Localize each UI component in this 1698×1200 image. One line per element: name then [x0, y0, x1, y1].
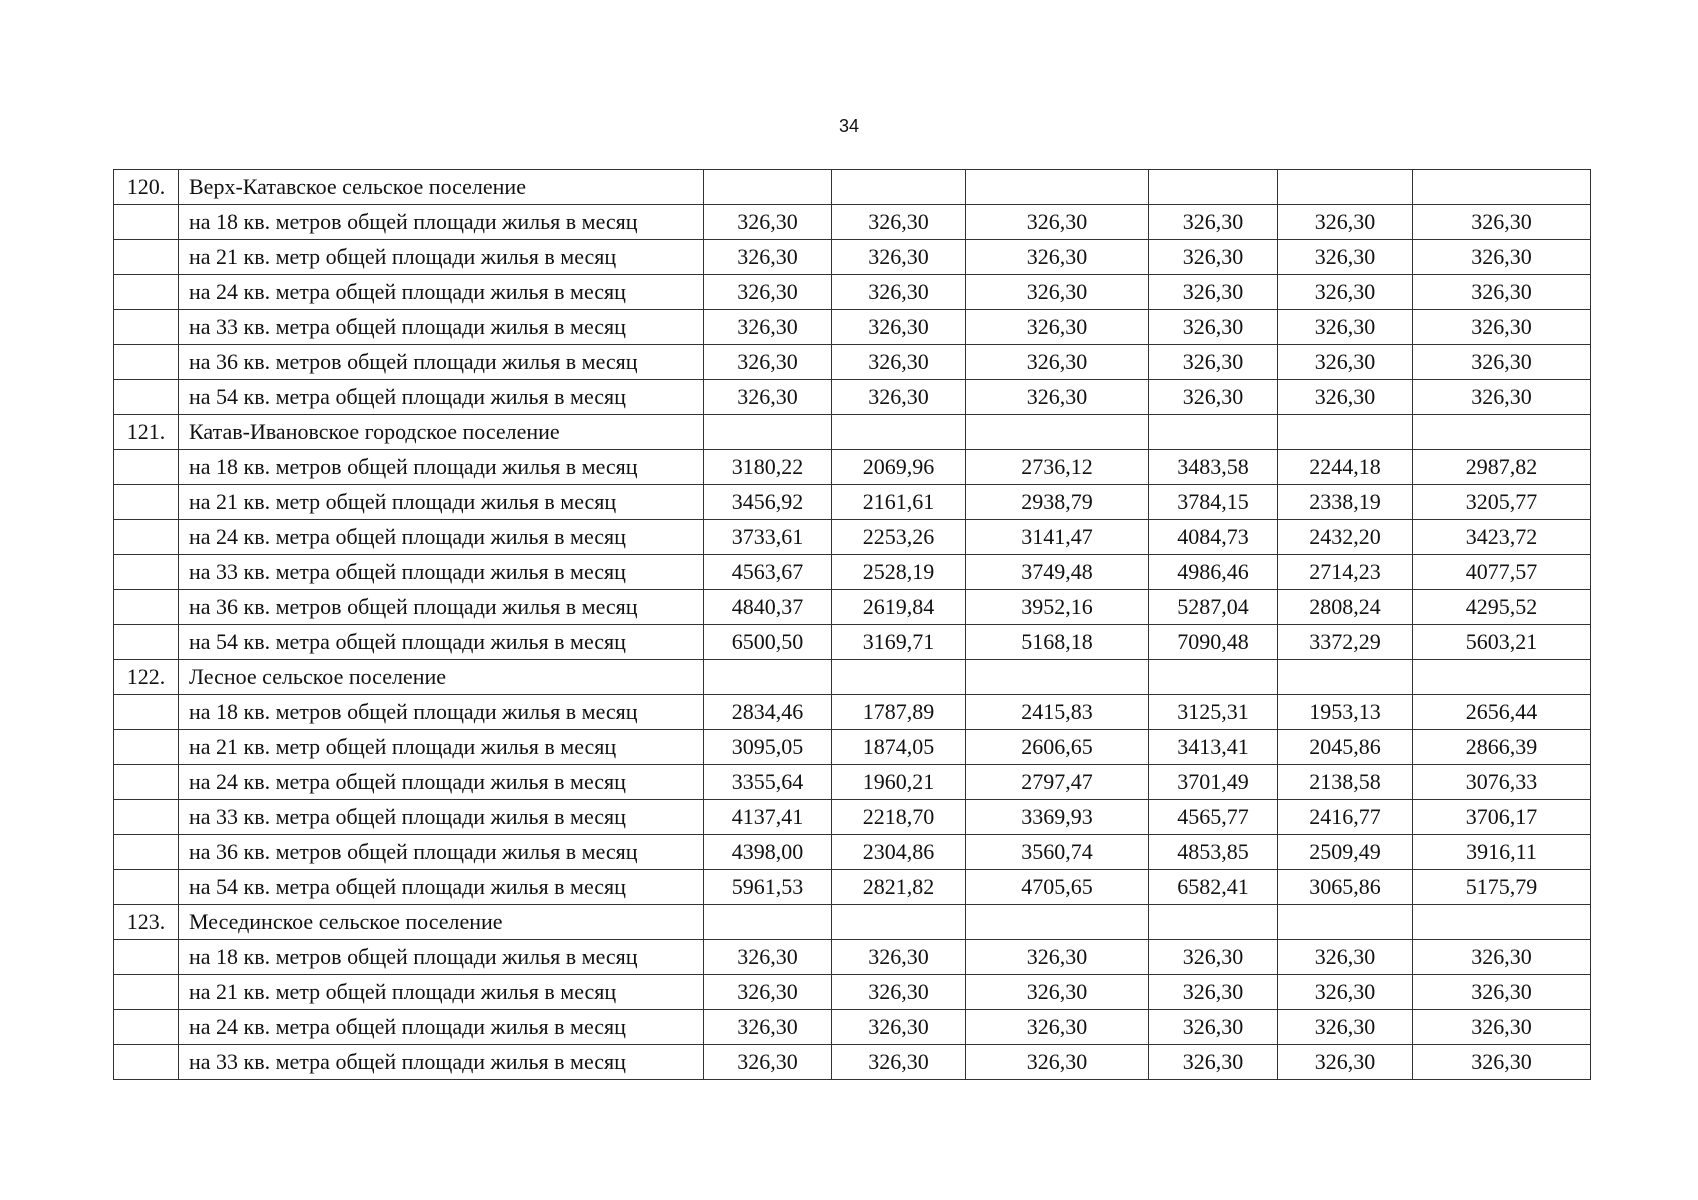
tariff-table: [113, 169, 1591, 1080]
value-cell: 326,30: [704, 345, 832, 380]
table-row: [114, 1010, 1591, 1045]
row-label: на 33 кв. метра общей площади жилья в месяц: [179, 800, 704, 835]
empty-cell: [832, 415, 966, 450]
group-header-row: [114, 170, 1591, 205]
table-row: [114, 765, 1591, 800]
table-row: [114, 870, 1591, 905]
value-cell: 2938,79: [966, 485, 1149, 520]
table-row: [114, 205, 1591, 240]
table-row: [114, 835, 1591, 870]
value-cell: 3733,61: [704, 520, 832, 555]
value-cell: 2714,23: [1278, 555, 1413, 590]
empty-number-cell: [114, 940, 179, 975]
empty-number-cell: [114, 695, 179, 730]
value-cell: 3560,74: [966, 835, 1149, 870]
empty-number-cell: [114, 555, 179, 590]
value-cell: 2304,86: [832, 835, 966, 870]
empty-cell: [704, 415, 832, 450]
value-cell: 4705,65: [966, 870, 1149, 905]
value-cell: 2866,39: [1413, 730, 1591, 765]
value-cell: 326,30: [966, 240, 1149, 275]
value-cell: 326,30: [1413, 975, 1591, 1010]
table-row: [114, 695, 1591, 730]
value-cell: 4077,57: [1413, 555, 1591, 590]
value-cell: 3916,11: [1413, 835, 1591, 870]
empty-number-cell: [114, 485, 179, 520]
value-cell: 326,30: [1413, 1045, 1591, 1080]
value-cell: 326,30: [1413, 345, 1591, 380]
value-cell: 326,30: [1149, 240, 1278, 275]
value-cell: 2415,83: [966, 695, 1149, 730]
value-cell: 326,30: [704, 310, 832, 345]
value-cell: 326,30: [704, 275, 832, 310]
value-cell: 5175,79: [1413, 870, 1591, 905]
empty-number-cell: [114, 450, 179, 485]
row-label: на 21 кв. метр общей площади жилья в месяц: [179, 730, 704, 765]
value-cell: 326,30: [704, 380, 832, 415]
table-row: [114, 940, 1591, 975]
empty-number-cell: [114, 1045, 179, 1080]
value-cell: 2416,77: [1278, 800, 1413, 835]
value-cell: 2253,26: [832, 520, 966, 555]
group-header-row: [114, 415, 1591, 450]
group-number: 122.: [114, 660, 179, 695]
value-cell: 3952,16: [966, 590, 1149, 625]
empty-cell: [966, 170, 1149, 205]
table-row: [114, 310, 1591, 345]
table-row: [114, 590, 1591, 625]
row-label: на 18 кв. метров общей площади жилья в месяц: [179, 205, 704, 240]
table-row: [114, 625, 1591, 660]
value-cell: 4398,00: [704, 835, 832, 870]
row-label: на 18 кв. метров общей площади жилья в месяц: [179, 940, 704, 975]
value-cell: 326,30: [704, 940, 832, 975]
row-label: на 24 кв. метра общей площади жилья в месяц: [179, 275, 704, 310]
empty-cell: [704, 170, 832, 205]
value-cell: 2338,19: [1278, 485, 1413, 520]
value-cell: 326,30: [832, 975, 966, 1010]
value-cell: 1787,89: [832, 695, 966, 730]
value-cell: 326,30: [1149, 975, 1278, 1010]
table-row: [114, 450, 1591, 485]
row-label: на 18 кв. метров общей площади жилья в месяц: [179, 695, 704, 730]
empty-number-cell: [114, 730, 179, 765]
value-cell: 326,30: [832, 205, 966, 240]
group-name: Катав-Ивановское городское поселение: [179, 415, 704, 450]
value-cell: 1874,05: [832, 730, 966, 765]
table-row: [114, 240, 1591, 275]
empty-cell: [1149, 660, 1278, 695]
value-cell: 3205,77: [1413, 485, 1591, 520]
empty-cell: [966, 660, 1149, 695]
value-cell: 326,30: [1413, 380, 1591, 415]
table-row: [114, 485, 1591, 520]
empty-number-cell: [114, 870, 179, 905]
value-cell: 3180,22: [704, 450, 832, 485]
value-cell: 3372,29: [1278, 625, 1413, 660]
empty-number-cell: [114, 625, 179, 660]
value-cell: 326,30: [832, 1010, 966, 1045]
value-cell: 3355,64: [704, 765, 832, 800]
value-cell: 326,30: [966, 1045, 1149, 1080]
empty-cell: [966, 905, 1149, 940]
group-number: 123.: [114, 905, 179, 940]
value-cell: 326,30: [832, 275, 966, 310]
empty-number-cell: [114, 205, 179, 240]
value-cell: 5168,18: [966, 625, 1149, 660]
value-cell: 326,30: [1278, 205, 1413, 240]
value-cell: 3784,15: [1149, 485, 1278, 520]
value-cell: 326,30: [1149, 940, 1278, 975]
value-cell: 326,30: [1149, 275, 1278, 310]
value-cell: 2987,82: [1413, 450, 1591, 485]
value-cell: 3076,33: [1413, 765, 1591, 800]
table-body: [114, 170, 1591, 1080]
empty-cell: [1278, 415, 1413, 450]
empty-cell: [832, 905, 966, 940]
value-cell: 326,30: [966, 310, 1149, 345]
value-cell: 3456,92: [704, 485, 832, 520]
table-row: [114, 520, 1591, 555]
value-cell: 2161,61: [832, 485, 966, 520]
empty-cell: [1149, 415, 1278, 450]
value-cell: 2736,12: [966, 450, 1149, 485]
value-cell: 3701,49: [1149, 765, 1278, 800]
empty-number-cell: [114, 765, 179, 800]
empty-cell: [966, 415, 1149, 450]
table-row: [114, 555, 1591, 590]
value-cell: 326,30: [966, 940, 1149, 975]
value-cell: 2528,19: [832, 555, 966, 590]
value-cell: 5603,21: [1413, 625, 1591, 660]
value-cell: 326,30: [704, 975, 832, 1010]
empty-number-cell: [114, 835, 179, 870]
empty-cell: [1278, 660, 1413, 695]
value-cell: 2045,86: [1278, 730, 1413, 765]
value-cell: 326,30: [832, 345, 966, 380]
value-cell: 2656,44: [1413, 695, 1591, 730]
value-cell: 326,30: [1278, 1045, 1413, 1080]
value-cell: 3706,17: [1413, 800, 1591, 835]
value-cell: 326,30: [966, 975, 1149, 1010]
value-cell: 4084,73: [1149, 520, 1278, 555]
value-cell: 5961,53: [704, 870, 832, 905]
group-name: Лесное сельское поселение: [179, 660, 704, 695]
value-cell: 326,30: [1278, 240, 1413, 275]
value-cell: 326,30: [704, 1045, 832, 1080]
value-cell: 1960,21: [832, 765, 966, 800]
table-row: [114, 380, 1591, 415]
group-number: 121.: [114, 415, 179, 450]
value-cell: 326,30: [832, 310, 966, 345]
empty-cell: [1149, 170, 1278, 205]
empty-number-cell: [114, 800, 179, 835]
value-cell: 2821,82: [832, 870, 966, 905]
value-cell: 3065,86: [1278, 870, 1413, 905]
value-cell: 4137,41: [704, 800, 832, 835]
empty-cell: [1413, 905, 1591, 940]
value-cell: 3169,71: [832, 625, 966, 660]
value-cell: 326,30: [1413, 310, 1591, 345]
empty-cell: [1149, 905, 1278, 940]
row-label: на 24 кв. метра общей площади жилья в месяц: [179, 765, 704, 800]
value-cell: 326,30: [1278, 975, 1413, 1010]
empty-cell: [1278, 170, 1413, 205]
value-cell: 326,30: [832, 380, 966, 415]
value-cell: 3095,05: [704, 730, 832, 765]
value-cell: 326,30: [1278, 940, 1413, 975]
row-label: на 36 кв. метров общей площади жилья в месяц: [179, 835, 704, 870]
empty-cell: [832, 660, 966, 695]
value-cell: 3369,93: [966, 800, 1149, 835]
empty-number-cell: [114, 1010, 179, 1045]
row-label: на 54 кв. метра общей площади жилья в месяц: [179, 380, 704, 415]
empty-number-cell: [114, 345, 179, 380]
empty-cell: [704, 905, 832, 940]
value-cell: 2509,49: [1278, 835, 1413, 870]
row-label: на 21 кв. метр общей площади жилья в месяц: [179, 975, 704, 1010]
value-cell: 326,30: [832, 240, 966, 275]
value-cell: 326,30: [1149, 205, 1278, 240]
empty-number-cell: [114, 275, 179, 310]
value-cell: 2619,84: [832, 590, 966, 625]
group-number: 120.: [114, 170, 179, 205]
row-label: на 36 кв. метров общей площади жилья в месяц: [179, 590, 704, 625]
value-cell: 2069,96: [832, 450, 966, 485]
empty-number-cell: [114, 590, 179, 625]
group-header-row: [114, 660, 1591, 695]
value-cell: 3423,72: [1413, 520, 1591, 555]
value-cell: 2244,18: [1278, 450, 1413, 485]
value-cell: 2138,58: [1278, 765, 1413, 800]
row-label: на 33 кв. метра общей площади жилья в месяц: [179, 555, 704, 590]
row-label: на 33 кв. метра общей площади жилья в месяц: [179, 310, 704, 345]
empty-number-cell: [114, 380, 179, 415]
value-cell: 5287,04: [1149, 590, 1278, 625]
value-cell: 4853,85: [1149, 835, 1278, 870]
value-cell: 4563,67: [704, 555, 832, 590]
value-cell: 2808,24: [1278, 590, 1413, 625]
value-cell: 326,30: [1149, 345, 1278, 380]
value-cell: 326,30: [966, 275, 1149, 310]
value-cell: 3125,31: [1149, 695, 1278, 730]
empty-number-cell: [114, 520, 179, 555]
value-cell: 326,30: [966, 380, 1149, 415]
value-cell: 326,30: [704, 205, 832, 240]
value-cell: 326,30: [704, 1010, 832, 1045]
value-cell: 3413,41: [1149, 730, 1278, 765]
row-label: на 24 кв. метра общей площади жилья в месяц: [179, 1010, 704, 1045]
empty-number-cell: [114, 240, 179, 275]
value-cell: 326,30: [1149, 310, 1278, 345]
value-cell: 326,30: [1413, 240, 1591, 275]
value-cell: 326,30: [966, 345, 1149, 380]
empty-number-cell: [114, 975, 179, 1010]
value-cell: 326,30: [1413, 205, 1591, 240]
row-label: на 21 кв. метр общей площади жилья в месяц: [179, 240, 704, 275]
empty-number-cell: [114, 310, 179, 345]
value-cell: 6500,50: [704, 625, 832, 660]
value-cell: 326,30: [1149, 1010, 1278, 1045]
value-cell: 2432,20: [1278, 520, 1413, 555]
empty-cell: [1413, 660, 1591, 695]
row-label: на 33 кв. метра общей площади жилья в месяц: [179, 1045, 704, 1080]
value-cell: 326,30: [1413, 275, 1591, 310]
value-cell: 326,30: [1278, 380, 1413, 415]
row-label: на 36 кв. метров общей площади жилья в месяц: [179, 345, 704, 380]
value-cell: 326,30: [1413, 1010, 1591, 1045]
value-cell: 326,30: [1149, 380, 1278, 415]
empty-cell: [832, 170, 966, 205]
value-cell: 326,30: [832, 940, 966, 975]
group-name: Месединское сельское поселение: [179, 905, 704, 940]
value-cell: 326,30: [1278, 345, 1413, 380]
value-cell: 326,30: [1149, 1045, 1278, 1080]
table-row: [114, 1045, 1591, 1080]
group-name: Верх-Катавское сельское поселение: [179, 170, 704, 205]
value-cell: 7090,48: [1149, 625, 1278, 660]
row-label: на 54 кв. метра общей площади жилья в месяц: [179, 625, 704, 660]
row-label: на 24 кв. метра общей площади жилья в месяц: [179, 520, 704, 555]
value-cell: 3749,48: [966, 555, 1149, 590]
value-cell: 6582,41: [1149, 870, 1278, 905]
value-cell: 326,30: [966, 1010, 1149, 1045]
value-cell: 3483,58: [1149, 450, 1278, 485]
value-cell: 326,30: [1278, 1010, 1413, 1045]
value-cell: 326,30: [1278, 275, 1413, 310]
empty-cell: [704, 660, 832, 695]
value-cell: 326,30: [1278, 310, 1413, 345]
table-row: [114, 975, 1591, 1010]
value-cell: 326,30: [832, 1045, 966, 1080]
empty-cell: [1278, 905, 1413, 940]
value-cell: 326,30: [966, 205, 1149, 240]
table-row: [114, 275, 1591, 310]
value-cell: 2606,65: [966, 730, 1149, 765]
empty-cell: [1413, 170, 1591, 205]
value-cell: 4840,37: [704, 590, 832, 625]
table-row: [114, 345, 1591, 380]
value-cell: 1953,13: [1278, 695, 1413, 730]
table-row: [114, 800, 1591, 835]
table-row: [114, 730, 1591, 765]
value-cell: 2797,47: [966, 765, 1149, 800]
value-cell: 326,30: [1413, 940, 1591, 975]
row-label: на 18 кв. метров общей площади жилья в месяц: [179, 450, 704, 485]
empty-cell: [1413, 415, 1591, 450]
value-cell: 2218,70: [832, 800, 966, 835]
row-label: на 54 кв. метра общей площади жилья в месяц: [179, 870, 704, 905]
value-cell: 2834,46: [704, 695, 832, 730]
value-cell: 3141,47: [966, 520, 1149, 555]
group-header-row: [114, 905, 1591, 940]
page-number: 34: [838, 116, 860, 136]
value-cell: 326,30: [704, 240, 832, 275]
row-label: на 21 кв. метр общей площади жилья в месяц: [179, 485, 704, 520]
value-cell: 4565,77: [1149, 800, 1278, 835]
value-cell: 4986,46: [1149, 555, 1278, 590]
value-cell: 4295,52: [1413, 590, 1591, 625]
